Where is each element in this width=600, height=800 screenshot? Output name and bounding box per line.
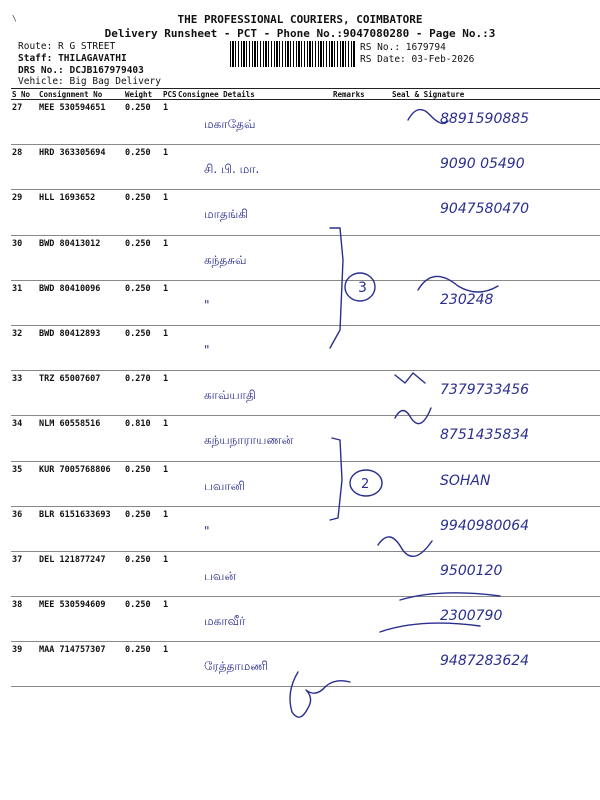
seal-signature-value: 230248	[440, 291, 494, 308]
weight-value: 0.250	[125, 554, 151, 565]
group-mark-1: 3	[358, 280, 367, 296]
signature-flourish-3	[395, 408, 431, 424]
weight-value: 0.810	[125, 419, 151, 430]
group-mark-2: 2	[361, 477, 370, 492]
sno-value: 32	[12, 328, 23, 339]
weight-value: 0.250	[125, 600, 151, 611]
consignment-no-value: KUR 7005768806	[39, 464, 111, 475]
sno-value: 36	[12, 509, 23, 520]
consignee-details-value: ரேத்தாமணி	[204, 659, 269, 674]
sno-value: 35	[12, 464, 23, 475]
col-header-pcs: PCS	[163, 89, 177, 99]
consignee-details-value: மகாவீர்	[204, 614, 246, 629]
consignee-details-value: கந்தசுவ்	[204, 252, 247, 267]
sno-value: 29	[12, 193, 23, 204]
consignee-details-value: "	[204, 297, 210, 312]
consignee-details-value: மகாதேவ்	[204, 117, 256, 131]
runsheet-subtitle: Delivery Runsheet - PCT - Phone No.:9047080280 - Page No.:3	[104, 27, 496, 40]
rs-number: RS No.: 1679794	[360, 42, 446, 53]
col-header-remarks: Remarks	[332, 89, 391, 100]
seal-signature-value: 8751435834	[440, 427, 530, 444]
tick-mark: \	[12, 14, 17, 23]
consignment-no-value: HLL 1693652	[39, 193, 96, 204]
weight-value: 0.270	[125, 374, 151, 385]
weight-value: 0.250	[125, 283, 151, 294]
consignee-details-value: காவ்யாதி	[204, 388, 256, 403]
weight-value: 0.250	[125, 148, 151, 159]
signature-flourish-6	[400, 593, 500, 600]
signature-flourish-2	[395, 373, 425, 383]
seal-signature-value: 2300790	[440, 608, 503, 625]
consignee-details-value: பவானி	[204, 478, 246, 493]
group-bracket-2	[330, 438, 342, 520]
col-header-consignee: Consignee Details	[177, 89, 332, 100]
weight-value: 0.250	[125, 464, 151, 475]
weight-value: 0.250	[125, 645, 151, 656]
pcs-value: 1	[163, 600, 169, 611]
staff-value: THILAGAVATHI	[58, 53, 127, 64]
page-title: THE PROFESSIONAL COURIERS, COIMBATORE	[177, 13, 423, 26]
consignment-no-value: BLR 6151633693	[39, 509, 111, 520]
consignment-no-value: MAA 714757307	[39, 645, 106, 656]
consignee-details-value: பவன்	[204, 568, 237, 583]
pcs-value: 1	[163, 148, 169, 159]
consignee-details-value: சி. பி. மா.	[204, 162, 260, 177]
weight-value: 0.250	[125, 193, 151, 204]
consignee-details-value: மாதங்கி	[204, 207, 249, 222]
sno-value: 33	[12, 374, 23, 385]
sno-value: 28	[12, 148, 23, 159]
consignment-no-value: BWD 80410096	[39, 283, 101, 294]
pcs-value: 1	[163, 374, 169, 385]
pcs-value: 1	[163, 328, 169, 339]
signature-flourish-1	[408, 110, 448, 124]
consignment-no-value: BWD 80413012	[39, 238, 101, 249]
pcs-value: 1	[163, 509, 169, 520]
consignee-details-value: "	[204, 523, 210, 538]
consignment-no-value: HRD 363305694	[39, 148, 106, 159]
vehicle: Vehicle: Big Bag Delivery	[18, 76, 161, 87]
seal-signature-value: 8891590885	[440, 111, 530, 127]
seal-signature-value: 9487283624	[440, 653, 530, 670]
col-header-signature: Seal & Signature	[391, 89, 600, 100]
seal-signature-value: 7379733456	[440, 382, 530, 399]
seal-signature-value: 9940980064	[440, 517, 530, 534]
pcs-value: 1	[163, 103, 169, 113]
signature-flourish-7	[380, 623, 480, 632]
col-header-consignment: Consignment No	[38, 89, 124, 100]
consignment-no-value: MEE 530594651	[39, 103, 106, 113]
sno-value: 39	[12, 645, 23, 656]
seal-signature-value: SOHAN	[440, 472, 491, 489]
pcs-value: 1	[163, 419, 169, 430]
sno-value: 34	[12, 419, 23, 430]
sno-value: 27	[12, 103, 23, 113]
weight-value: 0.250	[125, 509, 151, 520]
weight-value: 0.250	[125, 103, 151, 113]
col-header-sno: S No	[11, 89, 38, 100]
consignment-no-value: NLM 60558516	[39, 419, 101, 430]
seal-signature-value: 9090 05490	[440, 156, 525, 173]
drs-label: DRS No.:	[18, 65, 64, 76]
consignee-details-value: "	[204, 342, 210, 357]
seal-signature-value: 9047580470	[440, 201, 530, 218]
sno-value: 37	[12, 554, 23, 565]
pcs-value: 1	[163, 238, 169, 249]
drs-value: DCJB167979403	[69, 65, 144, 76]
consignee-details-value: கந்யநாராயணன்	[204, 433, 294, 448]
seal-signature-value: 9500120	[440, 562, 503, 579]
consignment-no-value: MEE 530594609	[39, 600, 106, 611]
rs-date: RS Date: 03-Feb-2026	[360, 54, 475, 65]
consignment-no-value: TRZ 65007607	[39, 374, 101, 385]
signature-flourish-5	[378, 537, 432, 556]
sno-value: 38	[12, 600, 23, 611]
consignment-no-value: BWD 80412893	[39, 328, 101, 339]
group-bracket-1	[330, 228, 343, 348]
weight-value: 0.250	[125, 238, 151, 249]
weight-value: 0.250	[125, 328, 151, 339]
pcs-value: 1	[163, 283, 169, 294]
bottom-signature	[290, 672, 350, 717]
col-header-weight: Weight	[124, 89, 162, 100]
pcs-value: 1	[163, 554, 169, 565]
staff-label: Staff:	[18, 53, 53, 64]
signature-flourish-4	[418, 276, 498, 292]
sno-value: 31	[12, 283, 23, 294]
pcs-value: 1	[163, 464, 169, 475]
sno-value: 30	[12, 238, 23, 249]
consignment-no-value: DEL 121877247	[39, 554, 106, 565]
pcs-value: 1	[163, 645, 169, 656]
pcs-value: 1	[163, 193, 169, 204]
route: Route: R G STREET	[18, 41, 116, 52]
